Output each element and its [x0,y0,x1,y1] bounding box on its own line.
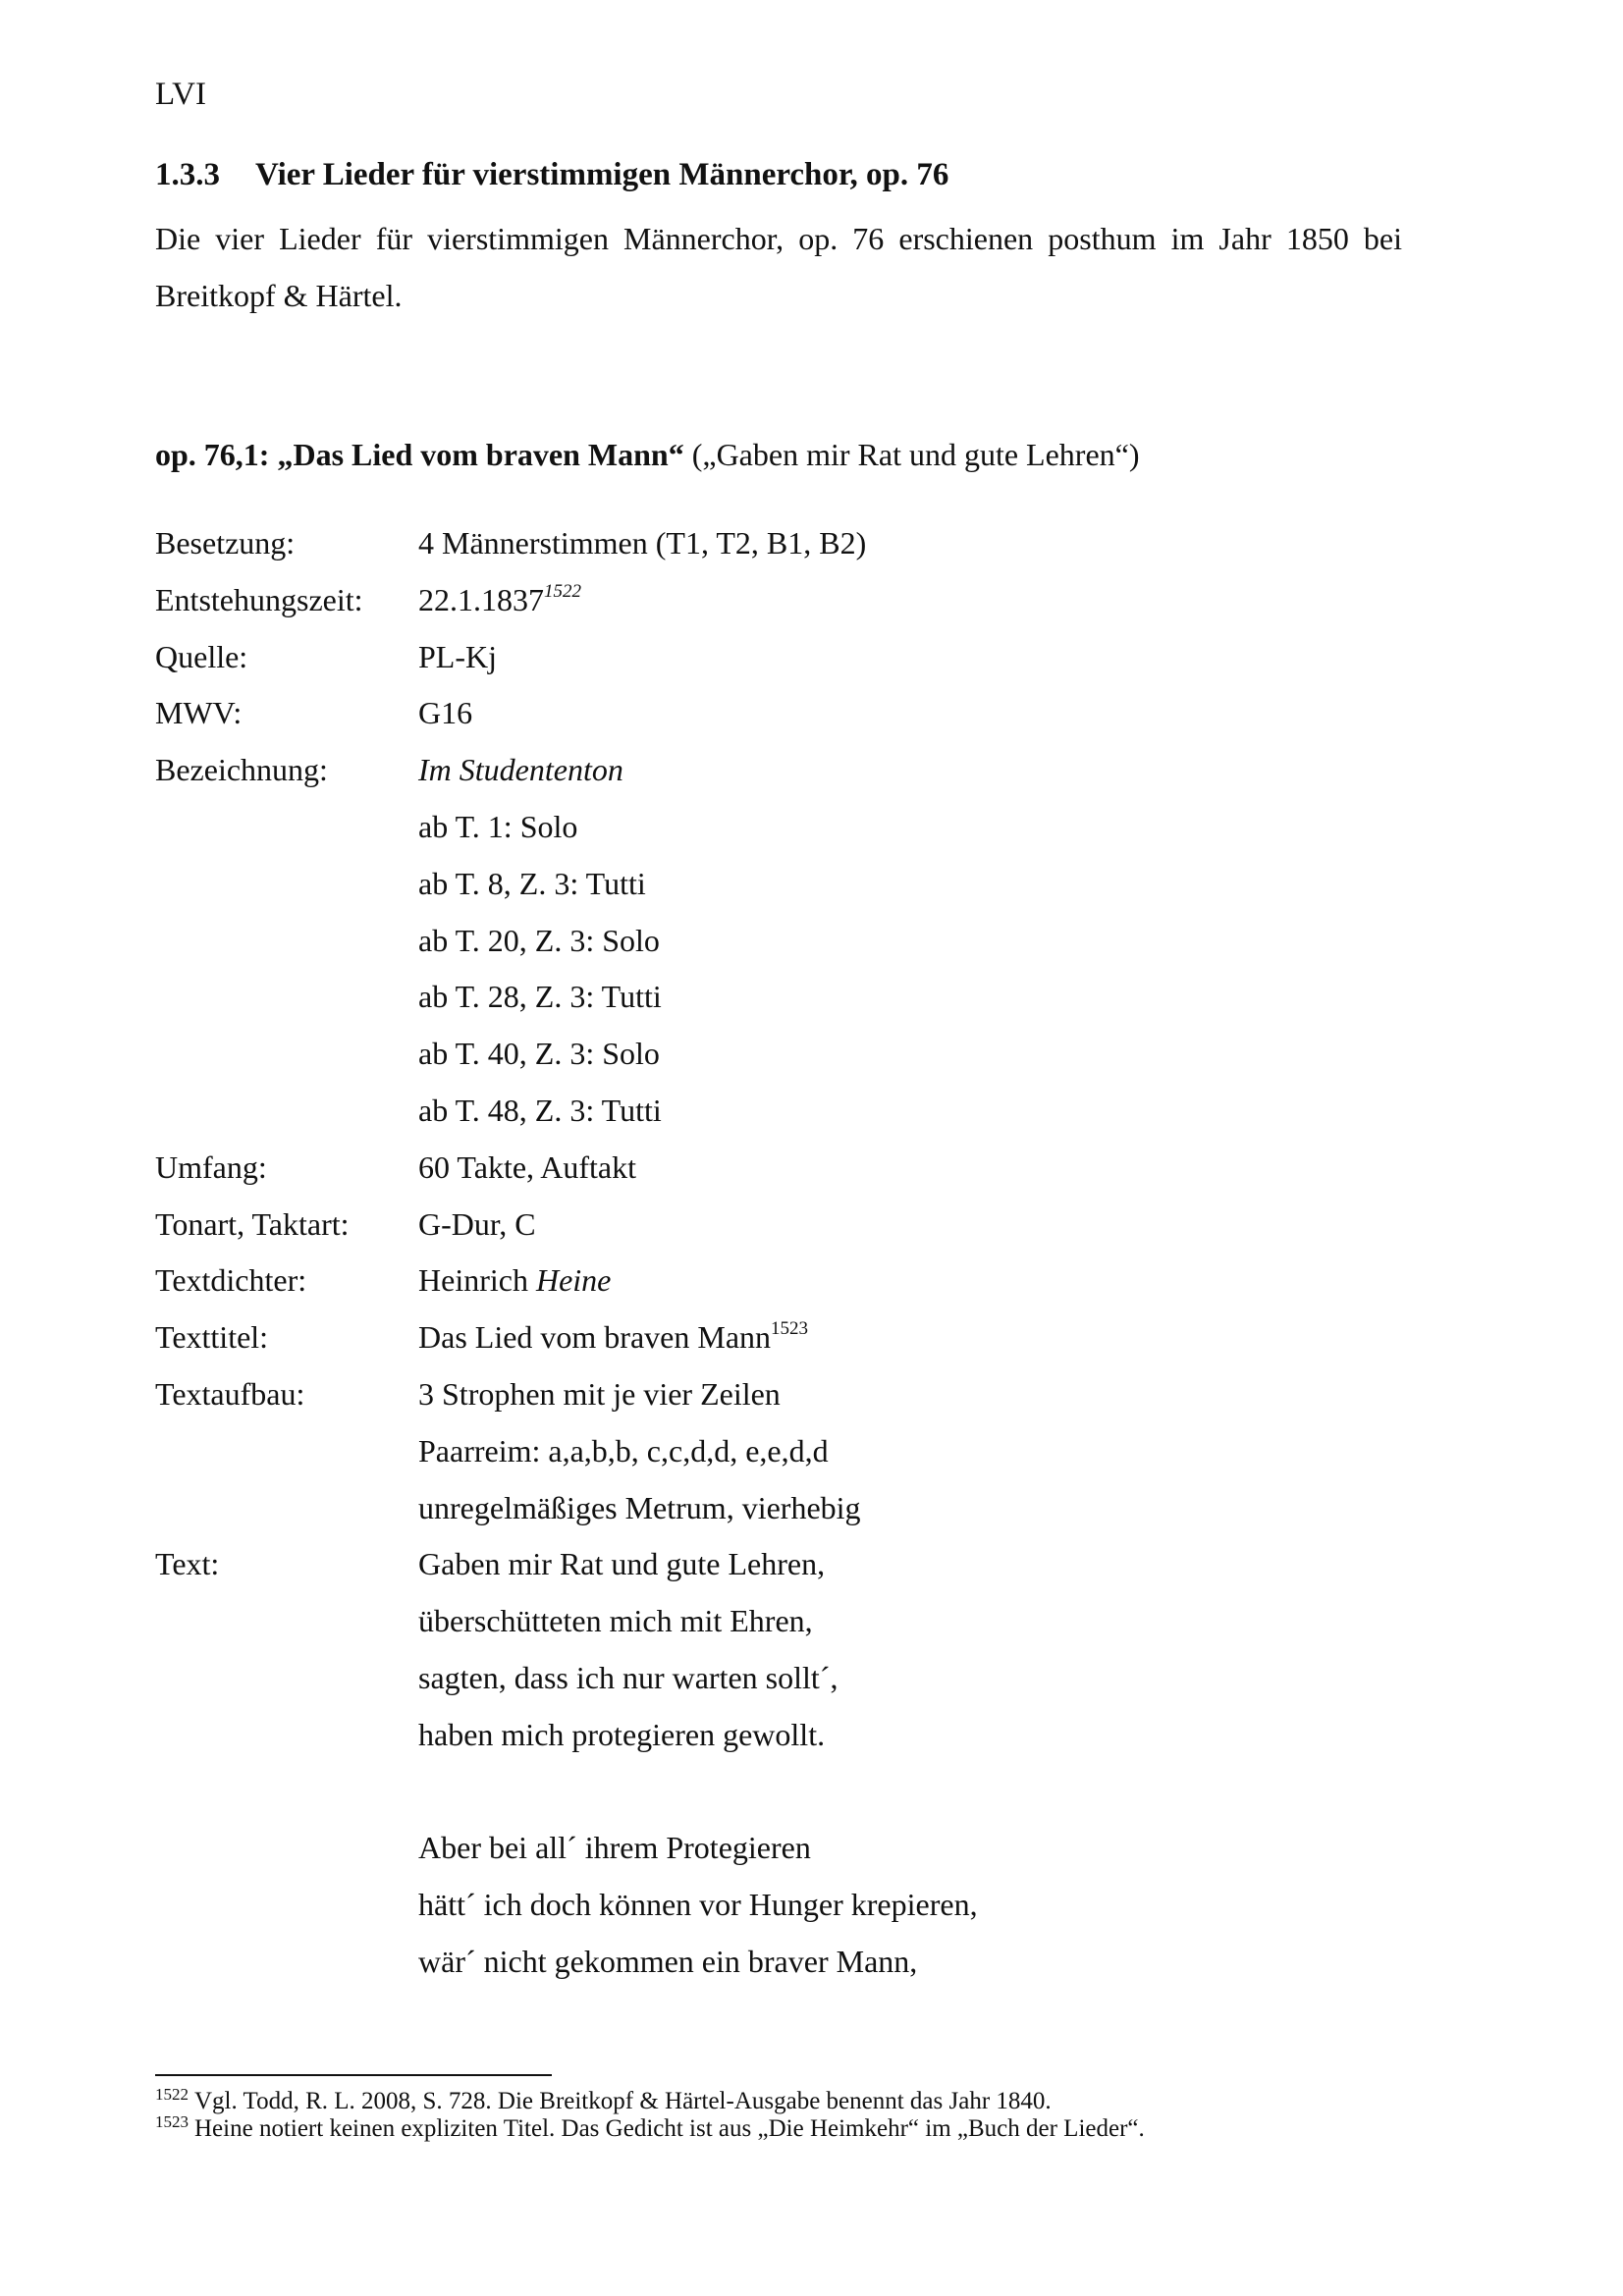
detail-row [155,1536,978,1593]
detail-row [155,1593,978,1650]
footnote-marker: 1522 [544,580,581,602]
detail-value: ab T. 40, Z. 3: Solo [418,1036,660,1072]
detail-value: G16 [418,695,473,731]
detail-label: MWV: [155,695,243,731]
detail-label-empty [155,1026,418,1083]
detail-label-empty [155,1650,418,1707]
text-title-value: Das Lied vom braven Mann [418,1319,772,1356]
detail-row [155,1309,978,1366]
detail-row [155,1026,978,1083]
detail-value: G-Dur, C [418,1205,536,1242]
page-number: LVI [155,77,206,112]
detail-row [155,969,978,1026]
piece-title-incipit: („Gaben mir Rat und gute Lehren“) [683,437,1140,472]
detail-row [155,1140,978,1197]
detail-label-empty [155,1083,418,1140]
detail-row [155,742,978,799]
footnote-number: 1522 [155,2085,189,2104]
detail-label-empty [155,969,418,1026]
stanza-gap [155,1764,978,1821]
detail-value: 4 Männerstimmen (T1, T2, B1, B2) [418,525,867,561]
section-intro: Die vier Lieder für vierstimmigen Männerchor, op. 76 erschienen posthum im Jahr 1850 bei Breitkopf & Härtel. [155,221,1402,313]
detail-value [418,572,581,629]
detail-row [155,1083,978,1140]
detail-label-empty [155,913,418,970]
poem-line: sagten, dass ich nur warten sollt´, [418,1659,839,1695]
detail-label: Umfang: [155,1148,267,1185]
detail-label-empty [155,1820,418,1877]
detail-value: ab T. 20, Z. 3: Solo [418,922,660,958]
detail-label-empty [155,1934,418,1991]
detail-label-empty [155,799,418,856]
poem-line: hätt´ ich doch können vor Hunger krepieren, [418,1887,978,1923]
detail-row [155,1423,978,1480]
piece-title-main: op. 76,1: „Das Lied vom braven Mann“ [155,437,684,472]
poem-line: Aber bei all´ ihrem Protegieren [418,1830,811,1866]
section-heading [155,157,948,193]
detail-row [155,1480,978,1537]
detail-value: ab T. 28, Z. 3: Tutti [418,979,662,1015]
footnote-text: Vgl. Todd, R. L. 2008, S. 728. Die Breitkopf & Härtel-Ausgabe benennt das Jahr 1840. [194,2088,1052,2114]
footnotes [155,2085,1145,2143]
detail-label-empty [155,1877,418,1934]
detail-label: Bezeichnung: [155,752,328,788]
footnote-separator [155,2074,552,2076]
detail-row [155,572,978,629]
detail-label: Texttitel: [155,1319,269,1356]
detail-label-empty [155,856,418,913]
detail-label: Textdichter: [155,1262,307,1299]
detail-label: Quelle: [155,638,248,674]
detail-row [155,913,978,970]
detail-value: ab T. 48, Z. 3: Tutti [418,1092,662,1128]
detail-row [155,685,978,742]
detail-label-empty [155,1480,418,1537]
detail-row [155,1253,978,1309]
footnote-marker: 1523 [771,1318,809,1340]
detail-row [155,1934,978,1991]
detail-value: unregelmäßiges Metrum, vierhebig [418,1489,861,1525]
detail-value: 3 Strophen mit je vier Zeilen [418,1375,781,1412]
work-details [155,515,978,1991]
poem-line: wär´ nicht gekommen ein braver Mann, [418,1943,918,1979]
section-title: Vier Lieder für vierstimmigen Männerchor, op. 76 [255,157,949,192]
detail-label-empty [155,1423,418,1480]
poet-first-name: Heinrich [418,1262,536,1299]
detail-label: Tonart, Taktart: [155,1205,350,1242]
detail-row [155,1366,978,1423]
detail-label-empty [155,1593,418,1650]
detail-value: Im Studententon [418,752,623,788]
piece-title [155,437,1140,473]
detail-row [155,799,978,856]
detail-label: Besetzung: [155,525,296,561]
detail-label: Text: [155,1546,220,1582]
detail-value: PL-Kj [418,638,497,674]
detail-value [418,1309,808,1366]
footnote [155,2112,1145,2143]
poet-last-name: Heine [535,1262,612,1299]
detail-row [155,515,978,572]
date-value: 22.1.1837 [418,581,544,617]
detail-row [155,856,978,913]
detail-label-empty [155,1707,418,1764]
poem-line: überschütteten mich mit Ehren, [418,1603,813,1639]
section-number: 1.3.3 [155,157,220,192]
footnote [155,2085,1145,2115]
detail-label: Entstehungszeit: [155,581,363,617]
detail-row [155,1820,978,1877]
detail-row [155,1707,978,1764]
detail-value: ab T. 1: Solo [418,808,578,844]
detail-value [418,1253,611,1309]
detail-value: ab T. 8, Z. 3: Tutti [418,865,646,901]
detail-value: Paarreim: a,a,b,b, c,c,d,d, e,e,d,d [418,1432,829,1468]
footnote-number: 1523 [155,2112,189,2131]
detail-value: 60 Takte, Auftakt [418,1148,637,1185]
detail-label: Textaufbau: [155,1375,305,1412]
poem-line: haben mich protegieren gewollt. [418,1716,826,1752]
footnote-text: Heine notiert keinen expliziten Titel. Das Gedicht ist aus „Die Heimkehr“ im „Buch der Lieder“. [194,2115,1145,2142]
poem-line: Gaben mir Rat und gute Lehren, [418,1546,826,1582]
detail-row [155,1650,978,1707]
detail-row [155,1197,978,1254]
detail-row [155,629,978,686]
detail-row [155,1877,978,1934]
